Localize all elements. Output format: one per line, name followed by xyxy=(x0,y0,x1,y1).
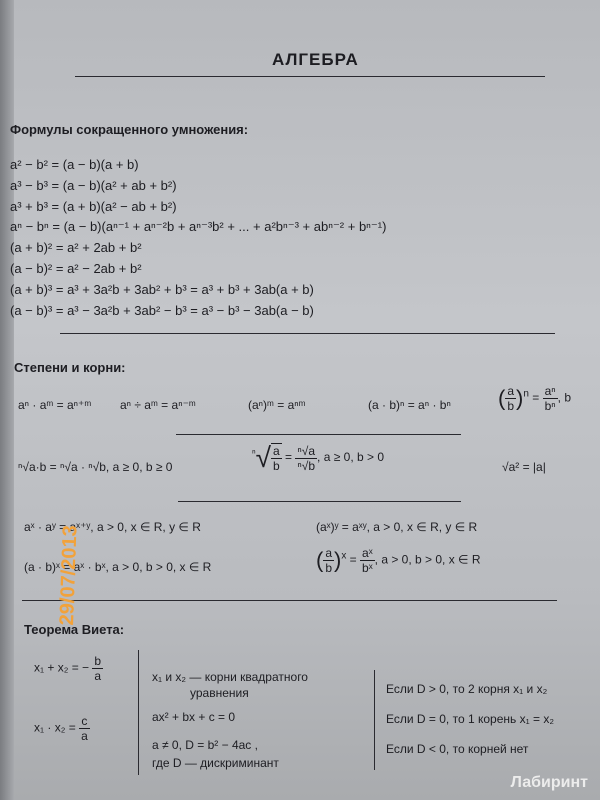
formula-line: a³ − b³ = (a − b)(a² + ab + b²) xyxy=(10,178,177,193)
formula-power-of-power: (aⁿ)ᵐ = aⁿᵐ xyxy=(248,398,306,412)
frac-numerator: aˣ xyxy=(362,546,373,560)
vieta-note-roots: x₁ и x₂ — корни квадратного xyxy=(152,670,308,684)
condition: , a > 0, b > 0, x ∈ R xyxy=(374,552,481,567)
page-title: АЛГЕБРА xyxy=(272,50,359,69)
formula-product-power: (a · b)ⁿ = aⁿ · bⁿ xyxy=(368,398,451,412)
vieta-product-lhs: x₁ · x₂ = xyxy=(34,720,76,735)
frac-numerator: a xyxy=(325,546,333,560)
vieta-note-equation-word: уравнения xyxy=(190,686,249,700)
section-heading-vieta: Теорема Виета: xyxy=(24,622,125,637)
formula-tail: , b xyxy=(557,390,571,405)
discriminant-case-negative: Если D < 0, то корней нет xyxy=(386,742,529,756)
formula-line: (a + b)² = a² + 2ab + b² xyxy=(10,240,142,255)
formula-line: (a − b)² = a² − 2ab + b² xyxy=(10,261,142,276)
formula-line: a³ + b³ = (a + b)(a² − ab + b²) xyxy=(10,199,177,214)
formula-power-product: aⁿ · aᵐ = aⁿ⁺ᵐ xyxy=(18,398,92,412)
formula-line: (a − b)³ = a³ − 3a²b + 3ab² − b³ = a³ − b³ − 3ab(a − b) xyxy=(10,303,314,318)
formula-line: a² − b² = (a − b)(a + b) xyxy=(10,157,139,172)
column-divider xyxy=(374,670,375,770)
frac-denominator: a xyxy=(94,669,102,683)
formula-line: (a + b)³ = a³ + 3a²b + 3ab² + b³ = a³ + b³ + 3ab(a + b) xyxy=(10,282,314,297)
frac-denominator: bⁿ xyxy=(544,399,556,413)
frac-denominator: b xyxy=(325,561,333,575)
formula-fraction-power: ( $\frac{a}{b}$ )$^n$ = $\frac{\text{aⁿ}}{\text{bⁿ}}$ , b xyxy=(498,384,571,413)
condition: a ≥ 0, b > 0 xyxy=(323,450,385,465)
vieta-note-discriminant-def: где D — дискриминант xyxy=(152,756,279,770)
formula-vieta-product xyxy=(34,714,90,743)
formula-vieta-sum xyxy=(34,654,103,683)
section-divider xyxy=(22,600,557,601)
section-divider xyxy=(176,434,461,435)
frac-numerator: c xyxy=(79,714,90,729)
frac-denominator: b xyxy=(273,459,280,473)
formula-real-product-power: (a · b)ˣ = aˣ · bˣ, a > 0, b > 0, x ∈ R xyxy=(24,560,212,574)
formula-root-quotient: $^{^n}$√ $\frac{a}{b}$ = $\frac{\text{ⁿ√a}}{\text{ⁿ√b}}$ , a ≥ 0, b > 0 xyxy=(252,442,385,473)
discriminant-case-zero: Если D = 0, то 1 корень x₁ = x₂ xyxy=(386,712,554,726)
frac-denominator: b xyxy=(507,399,515,413)
exponent: n xyxy=(523,388,529,400)
section-divider xyxy=(60,333,555,334)
title-underline xyxy=(75,76,545,77)
formula-line: aⁿ − bⁿ = (a − b)(aⁿ⁻¹ + aⁿ⁻²b + aⁿ⁻³b² + ... + a²bⁿ⁻³ + abⁿ⁻² + bⁿ⁻¹) xyxy=(10,219,387,234)
book-spine-shadow xyxy=(0,0,14,800)
labirint-logo: Лабиринт xyxy=(510,774,588,791)
frac-denominator: a xyxy=(81,729,88,743)
exponent: x xyxy=(341,550,347,562)
discriminant-case-positive: Если D > 0, то 2 корня x₁ и x₂ xyxy=(386,682,548,696)
column-divider xyxy=(138,650,139,775)
formula-real-exp-power: (aˣ)ʸ = aˣʸ, a > 0, x ∈ R, y ∈ R xyxy=(316,520,478,534)
frac-numerator: a xyxy=(507,384,515,398)
frac-numerator: aⁿ xyxy=(544,384,556,398)
section-divider xyxy=(178,501,461,502)
formula-real-exp-product: aˣ · aʸ = aˣ⁺ʸ, a > 0, x ∈ R, y ∈ R xyxy=(24,520,201,534)
formula-root-product: ⁿ√a·b = ⁿ√a · ⁿ√b, a ≥ 0, b ≥ 0 xyxy=(18,460,173,474)
root-index: ⁿ xyxy=(252,448,256,460)
frac-denominator: bˣ xyxy=(362,561,373,575)
frac-numerator: a xyxy=(273,444,280,458)
vieta-note-equation: ax² + bx + c = 0 xyxy=(152,710,236,724)
frac-numerator: b xyxy=(94,654,102,668)
frac-numerator: ⁿ√a xyxy=(297,443,316,458)
formula-power-quotient: aⁿ ÷ aᵐ = aⁿ⁻ᵐ xyxy=(120,398,196,412)
formula-root-square: √a² = |a| xyxy=(502,460,546,474)
photo-date-stamp: 29/07/2013 xyxy=(56,524,82,626)
vieta-sum-lhs: x₁ + x₂ = − xyxy=(34,660,90,675)
vieta-note-discriminant: a ≠ 0, D = b² − 4ac , xyxy=(152,738,258,752)
frac-denominator: ⁿ√b xyxy=(297,458,316,473)
section-heading-powers: Степени и корни: xyxy=(14,360,126,375)
section-heading-multiplication: Формулы сокращенного умножения: xyxy=(10,122,249,137)
formula-real-fraction-power: ( $\frac{a}{b}$ )$^x$ = $\frac{\text{aˣ}}{\text{bˣ}}$ , a > 0, b > 0, x ∈ R xyxy=(316,546,481,575)
